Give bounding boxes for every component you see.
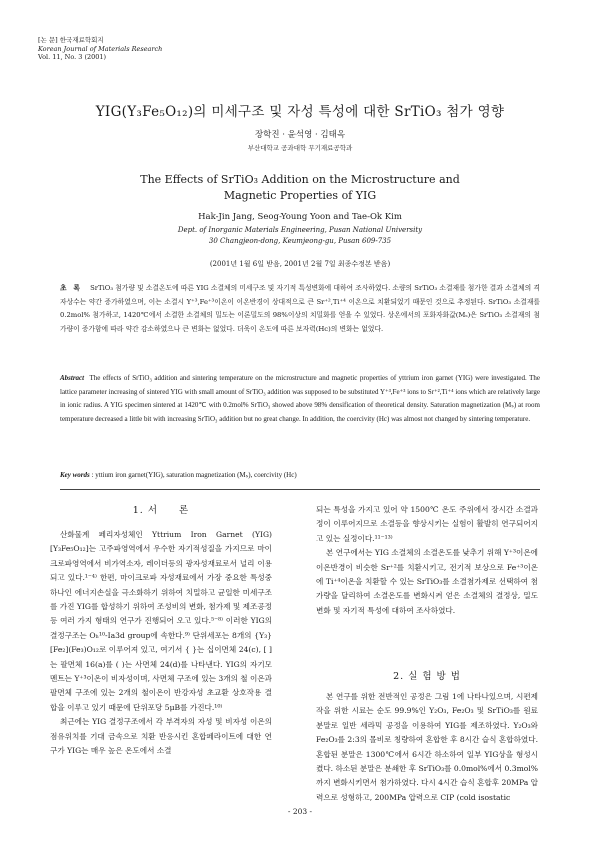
journal-header-line1: [논 문] 한국재료학회지 [38,36,104,44]
right-column-bottom [316,690,538,805]
intro-paragraph-4: 본 연구에서는 YIG 소결체의 소결온도를 낮추기 위해 Y⁺³이온에 이온반경이 비슷한 Sr⁺²를 치환시키고, 전기적 보상으로 Fe⁺³이온에 Ti⁺⁴이온을 치환할 수 있는 SrTiO₃를 소결첨가제로 선택하여 첨가량을 달리하여 소결온도를 변화시켜 얻은 소결체의 결정상, 밀도변화 및 자기적 특성에 대하여 조사하였다. [316,548,538,615]
authors-english: Hak-Jin Jang, Seog-Young Yoon and Tae-Ok Kim [198,212,402,222]
affiliation-english [0,225,600,247]
abstract-korean [60,282,540,336]
keywords [60,471,540,479]
title-english-line1: The Effects of SrTiO₃ Addition on the Microstructure and [140,173,460,186]
authors-korean: 장학진 · 윤석영 · 김태옥 [254,130,346,140]
left-column [50,528,272,759]
journal-header [38,36,162,62]
journal-header-line3: Vol. 11, No. 3 (2001) [38,53,107,61]
affiliation-korean: 부산대학교 공과대학 무기재료공학과 [247,144,353,152]
section2-title: 2. 실 험 방 법 [393,671,461,682]
intro-paragraph-1: 산화물계 페리자성체인 Yttrium Iron Garnet (YIG) [Y₃Fe₅O₁₂]는 고주파영역에서 우수한 자기적성질을 가지므로 마이크로파영역에서 비가역소자, 레이더등의 광자성재료로서 널리 이용되고 있다.¹⁻⁴⁾ 한편, 마이크로파 자성재료에서 가장 중요한 특성중 하나인 에너지손실을 극소화하기 위하여 치밀하고 균일한 미세구조를 가진 YIG를 합성하기 위하여 조성비의 변화, 첨가제 및 제조공정등 여러 가지 형태의 연구가 진행되어 오고 있다.⁵⁻⁸⁾ 이러한 YIG의 결정구조는 Oₕ¹⁰-Ia3d group에 속한다.⁹⁾ 단위세포는 8개의 {Y₃}[Fe₂](Fe₃)O₁₂로 이루어져 있고, 여기서 { }는 십이면체 24(c), [ ]는 팔면체 16(a)를 ( )는 사면체 24(d)를 나타낸다. YIG의 자기모멘트는 Y⁺³이온이 비자성이며, 사면체 구조에 있는 3개의 철 이온과 팔면체 구조에 있는 2개의 철이온이 반강자성 초교환 상호작용 결합을 이루고 있기 때문에 단위포당 5μB를 가진다.¹⁰⁾ [50,530,273,712]
title-english [0,172,600,204]
abstract-english [60,372,540,426]
right-column-top [316,503,538,618]
intro-paragraph-2: 최근에는 YIG 결정구조에서 각 부격자의 자성 및 비자성 이온의 점유위치를 기대 금속으로 치환 반응시킨 혼합페라이트에 대한 연구가 YIG는 매우 높은 온도에서 소결 [50,717,272,756]
title-korean: YIG(Y₃Fe₅O₁₂)의 미세구조 및 자성 특성에 대한 SrTiO₃ 첨가 영향 [95,104,505,120]
journal-header-line2: Korean Journal of Materials Research [38,44,163,53]
section1-title: 1. 서 론 [132,505,190,516]
received-dates: (2001년 1월 6일 받음, 2001년 2월 7일 최종수정본 받음) [209,260,391,268]
methods-paragraph-1: 본 연구를 위한 전반적인 공정은 그림 1에 나타나있으며, 시편제작을 위한 시료는 순도 99.9%인 Y₂O₃, Fe₂O₃ 및 SrTiO₃를 원료 분말로 일반 세라믹 공정을 이용하여 YIG를 제조하였다. Y₂O₃와 Fe₂O₃를 2:3의 몰비로 칭량하여 혼합한 후 8시간 습식 혼합하였다. 혼합된 분말은 1300℃에서 6시간 하소하여 일부 YIG상을 형성시켰다. 하소된 분말은 분쇄한 후 SrTiO₃를 0.0mol%에서 0.3mol%까지 변화시키면서 첨가하였다. 다시 4시간 습식 혼합후 20MPa 압력으로 성형하고, 200MPa 압력으로 CIP (cold isostatic [316,692,539,802]
divider [60,489,540,490]
intro-paragraph-3: 되는 특성을 가지고 있어 약 1500℃ 온도 주위에서 장시간 소결과정이 이루어지므로 소결등을 향상시키는 실험이 활발히 연구되어지고 있는 실정이다.¹¹⁻¹³⁾ [316,505,538,543]
affiliation-english-line1: Dept. of Inorganic Materials Engineering, Pusan National University [177,226,423,234]
keywords-text: : yttium iron garnet(YIG), saturation magnetization (Mₛ), coercivity (Hc) [91,471,297,479]
section-methods-heading [316,668,538,682]
title-english-line2: Magnetic Properties of YIG [223,189,377,202]
page-number: - 203 - [287,807,313,816]
abstract-korean-text: SrTiO₃ 첨가량 및 소결온도에 따른 YIG 소결체의 미세구조 및 자기적 특성변화에 대하여 조사하였다. 소량의 SrTiO₃ 소결재를 첨가한 결과 소결체의 격자상수는 약간 증가하였으며, 이는 소결시 Y⁺³,Fe⁺³이온이 이온반경이 상대적으로 큰 Sr⁺²,Ti⁺⁴ 이온으로 치환되었기 때문인 것으로 추정된다. SrTiO₃ 소결재를 0.2mol% 첨가하고, 1420℃에서 소결한 소결체의 밀도는 이론밀도의 98%이상의 치밀화를 얻을 수 있었다. 상온에서의 포화자화값(Mₛ)은 SrTiO₃ 소결재의 첨가량이 증가함에 따라 약간 감소하였으나 큰 변화는 없었다. 더욱이 온도에 따른 보자력(Hc)의 변화는 없었다. [60,284,540,333]
affiliation-english-line2: 30 Changjeon-dong, Keumjeong-gu, Pusan 609-735 [208,237,392,245]
abstract-english-label: Abstract [60,374,85,382]
abstract-english-text: The effects of SrTiO₃ addition and sintering temperature on the microstructure and magnetic properties of yttrium iron garnet (YIG) were investigated. The lattice parameter increasing of sintered YIG with small amount of SrTiO₃ addition was supposed to be substituted Y⁺³,Fe⁺³ ions to Sr⁺²,Ti⁺⁴ ions which are relatively large in ionic radius. A YIG specimen sintered at 1420℃ with 0.2mol% SrTiO₃ showed above 98% densification of theoretical density. Saturation magnetization (Mₛ) at room temperature decreased a little bit with increasing SrTiO₃ addition but no great change. In addition, the coercivity (Hc) was almost not changed by sintering temperature. [60,374,541,423]
abstract-korean-label: 초 록 [60,284,80,292]
section-introduction-heading [50,502,272,516]
keywords-label: Key words [60,471,90,479]
